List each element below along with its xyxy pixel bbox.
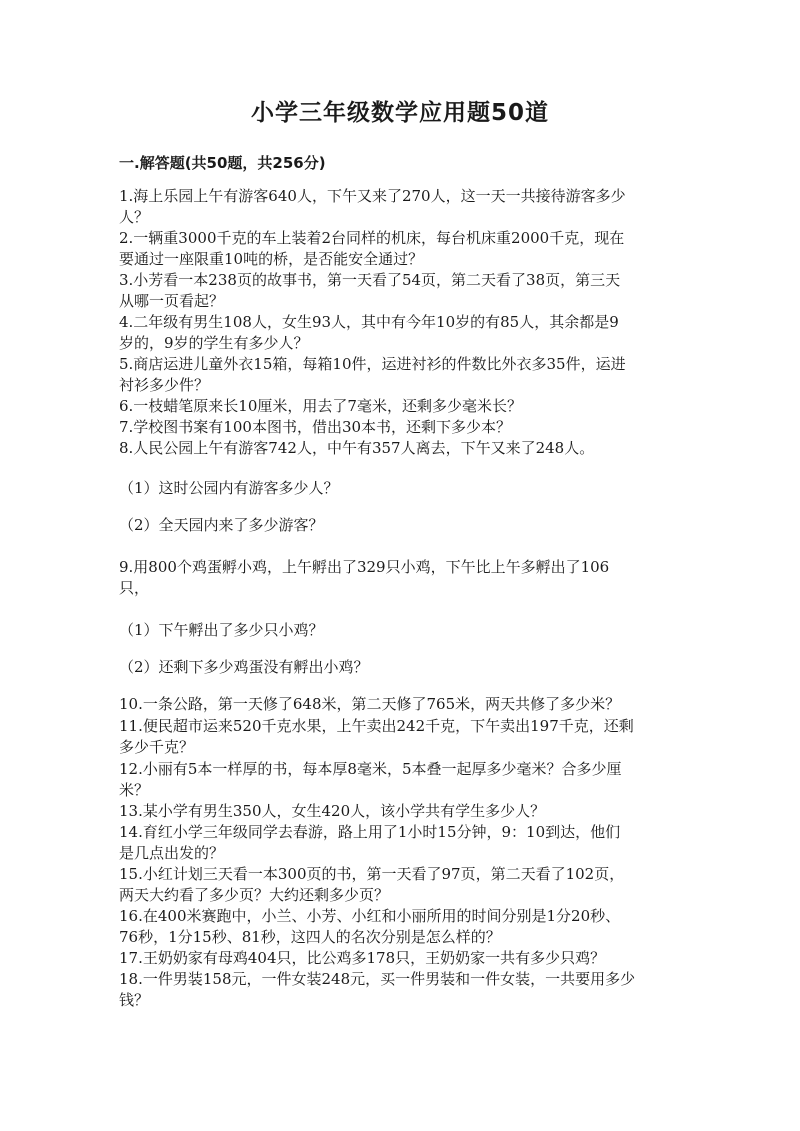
question-item: 10.一条公路，第一天修了648米，第二天修了765米，两天共修了多少米？: [119, 695, 621, 713]
question-item: 16.在400米赛跑中，小兰、小芳、小红和小丽所用的时间分别是1分20秒、 76秒，1分15秒、81秒，这四人的名次分别是怎么样的？: [119, 907, 621, 946]
question-item: 6.一枝蜡笔原来长10厘米，用去了7毫米，还剩多少毫米长？: [119, 397, 522, 415]
question-item: 9.用800个鸡蛋孵小鸡，上午孵出了329只小鸡，下午比上午多孵出了106 只，: [119, 558, 610, 597]
sub-question: （1）这时公园内有游客多少人？: [119, 479, 339, 497]
sub-question: （2）全天园内来了多少游客？: [119, 516, 324, 534]
question-item: 15.小红计划三天看一本300页的书，第一天看了97页，第二天看了102页， 两天大约看了多少页？大约还剩多少页？: [119, 865, 625, 904]
page-title: 小学三年级数学应用题50道: [250, 100, 549, 126]
question-item: 2.一辆重3000千克的车上装着2台同样的机床，每台机床重2000千克，现在 要通过一座限重10吨的桥，是否能安全通过？: [119, 229, 625, 268]
question-item: 1.海上乐园上午有游客640人，下午又来了270人，这一天一共接待游客多少 人？: [119, 187, 626, 226]
question-item: 11.便民超市运来520千克水果，上午卖出242千克，下午卖出197千克，还剩 多少千克？: [119, 717, 634, 756]
question-item: 8.人民公园上午有游客742人，中午有357人离去，下午又来了248人。: [119, 439, 595, 457]
sub-question: （2）还剩下多少鸡蛋没有孵出小鸡？: [119, 658, 369, 676]
question-item: 18.一件男装158元，一件女装248元，买一件男装和一件女装，一共要用多少 钱？: [119, 970, 636, 1009]
question-item: 3.小芳看一本238页的故事书，第一天看了54页，第二天看了38页，第三天 从哪一页看起？: [119, 271, 621, 310]
question-item: 12.小丽有5本一样厚的书，每本厚8毫米，5本叠一起厚多少毫米？合多少厘 米？: [119, 760, 622, 799]
question-item: 14.育红小学三年级同学去春游，路上用了1小时15分钟，9：10到达，他们 是几点出发的？: [119, 823, 621, 862]
question-item: 5.商店运进儿童外衣15箱，每箱10件，运进衬衫的件数比外衣多35件，运进 衬衫多少件？: [119, 355, 626, 394]
question-item: 13.某小学有男生350人，女生420人，该小学共有学生多少人？: [119, 802, 546, 820]
question-item: 7.学校图书案有100本图书，借出30本书，还剩下多少本？: [119, 418, 512, 436]
section-heading: 一.解答题(共50题，共256分): [119, 154, 326, 172]
question-item: 17.王奶奶家有母鸡404只，比公鸡多178只，王奶奶家一共有多少只鸡？: [119, 949, 606, 967]
question-item: 4.二年级有男生108人，女生93人，其中有今年10岁的有85人，其余都是9 岁的，9岁的学生有多少人？: [119, 313, 619, 352]
sub-question: （1）下午孵出了多少只小鸡？: [119, 621, 324, 639]
